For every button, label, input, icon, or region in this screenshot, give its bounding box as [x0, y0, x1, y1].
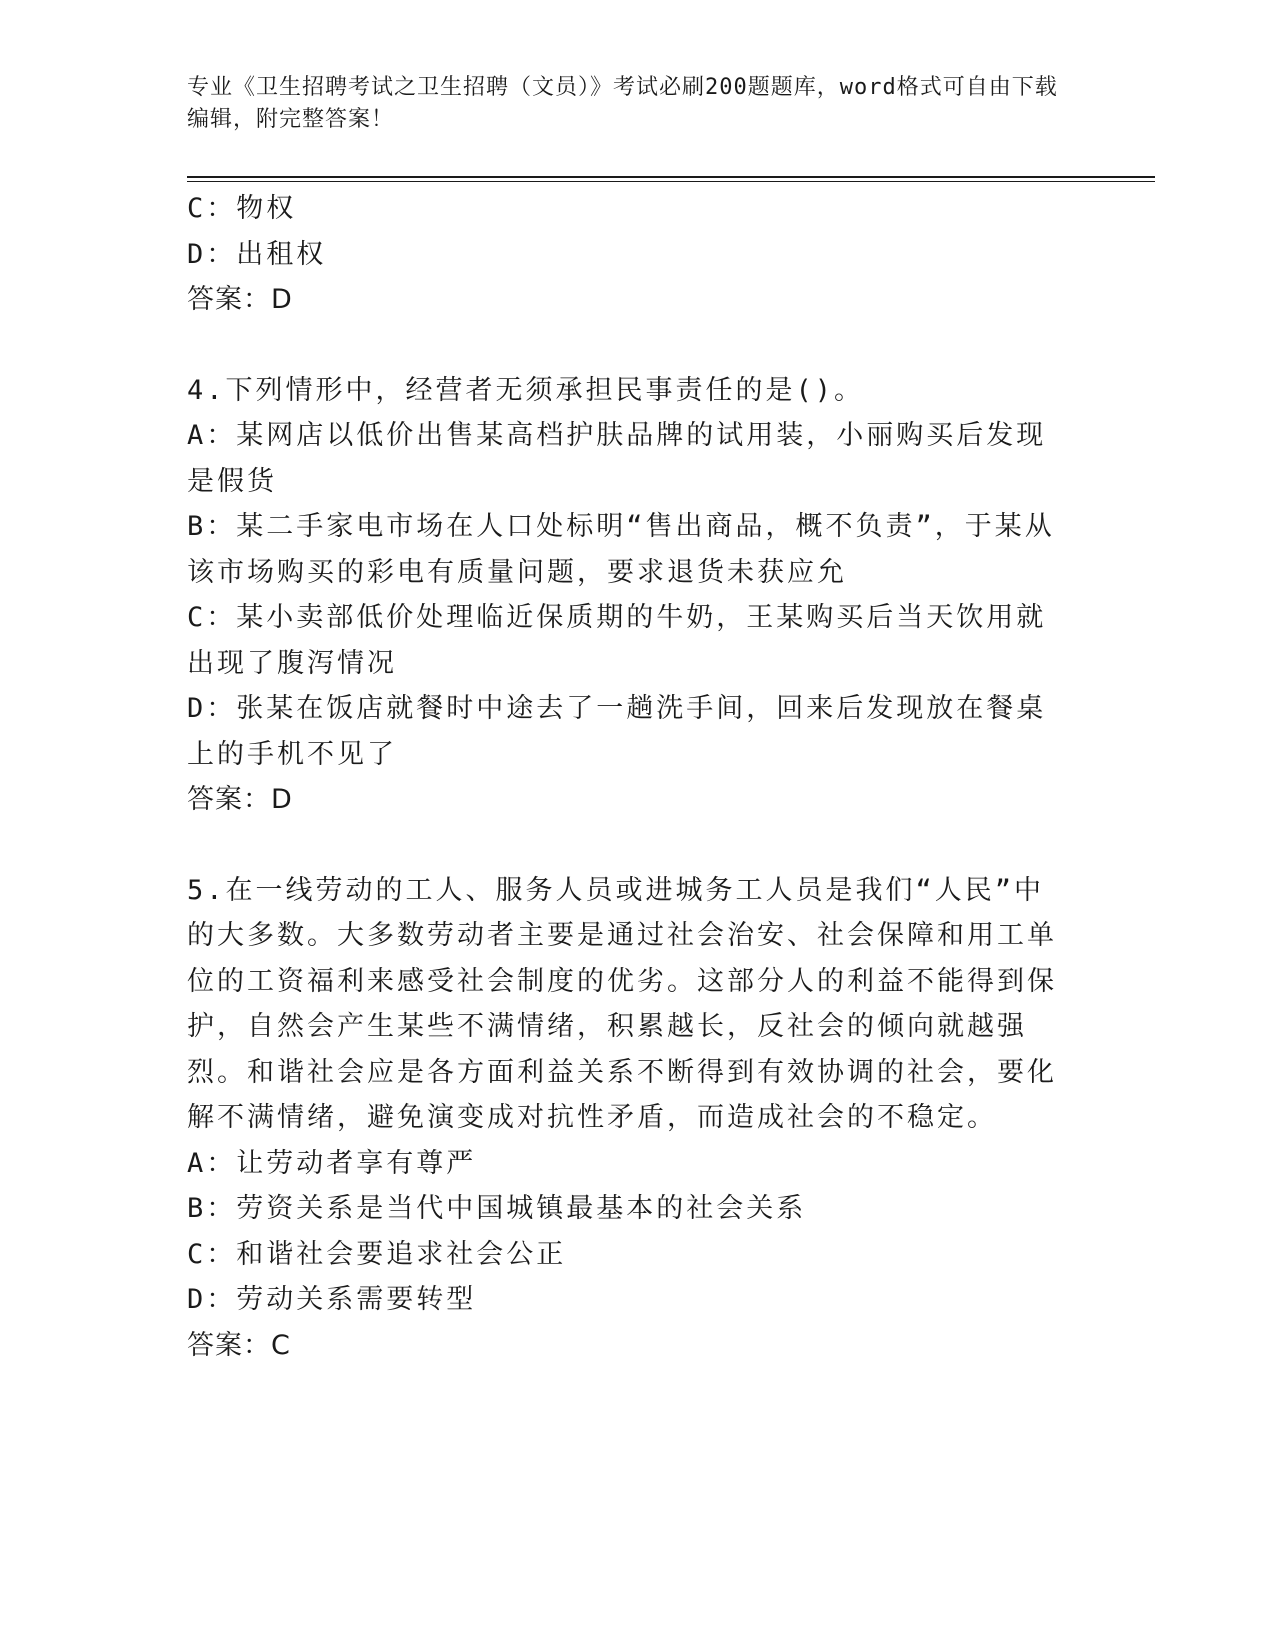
option-c: C：某小卖部低价处理临近保质期的牛奶，王某购买后当天饮用就出现了腹泻情况: [187, 602, 1047, 679]
option-b: B：某二手家电市场在人口处标明“售出商品，概不负责”，于某从该市场购买的彩电有质量问题，要求退货未获应允: [187, 511, 1055, 588]
header-divider-thick: [187, 176, 1155, 178]
option-d: D：劳动关系需要转型: [187, 1284, 477, 1315]
question-4: [187, 368, 1072, 823]
spacer: [187, 823, 1072, 868]
answer: 答案：D: [187, 784, 293, 815]
option-d: D：出租权: [187, 238, 327, 270]
option-a: A：让劳动者享有尊严: [187, 1147, 477, 1179]
option-d: D：张某在饭店就餐时中途去了一趟洗手间，回来后发现放在餐桌上的手机不见了: [187, 693, 1047, 770]
continued-question: [187, 186, 1072, 323]
question-stem: 4.下列情形中，经营者无须承担民事责任的是()。: [187, 374, 865, 406]
question-stem: 5.在一线劳动的工人、服务人员或进城务工人员是我们“人民”中的大多数。大多数劳动者主要是通过社会治安、社会保障和用工单位的工资福利来感受社会制度的优劣。这部分人的利益不能得到保护，自然会产生某些不满情绪，积累越长，反社会的倾向就越强烈。和谐社会应是各方面利益关系不断得到有效协调的社会，要化解不满情绪，避免演变成对抗性矛盾，而造成社会的不稳定。: [187, 874, 1057, 1133]
option-c: C：和谐社会要追求社会公正: [187, 1238, 567, 1270]
answer: 答案：C: [187, 1329, 291, 1361]
option-b: B：劳资关系是当代中国城镇最基本的社会关系: [187, 1193, 807, 1224]
spacer: [187, 323, 1072, 368]
option-a: A：某网店以低价出售某高档护肤品牌的试用装，小丽购买后发现是假货: [187, 420, 1047, 497]
question-content: [187, 186, 1072, 1368]
document-header: 专业《卫生招聘考试之卫生招聘（文员）》考试必刷200题题库，word格式可自由下载编辑，附完整答案！: [187, 75, 1058, 132]
header-divider-thin: [187, 181, 1155, 182]
option-c: C：物权: [187, 193, 297, 224]
answer: 答案：D: [187, 284, 293, 315]
question-5: [187, 868, 1072, 1369]
